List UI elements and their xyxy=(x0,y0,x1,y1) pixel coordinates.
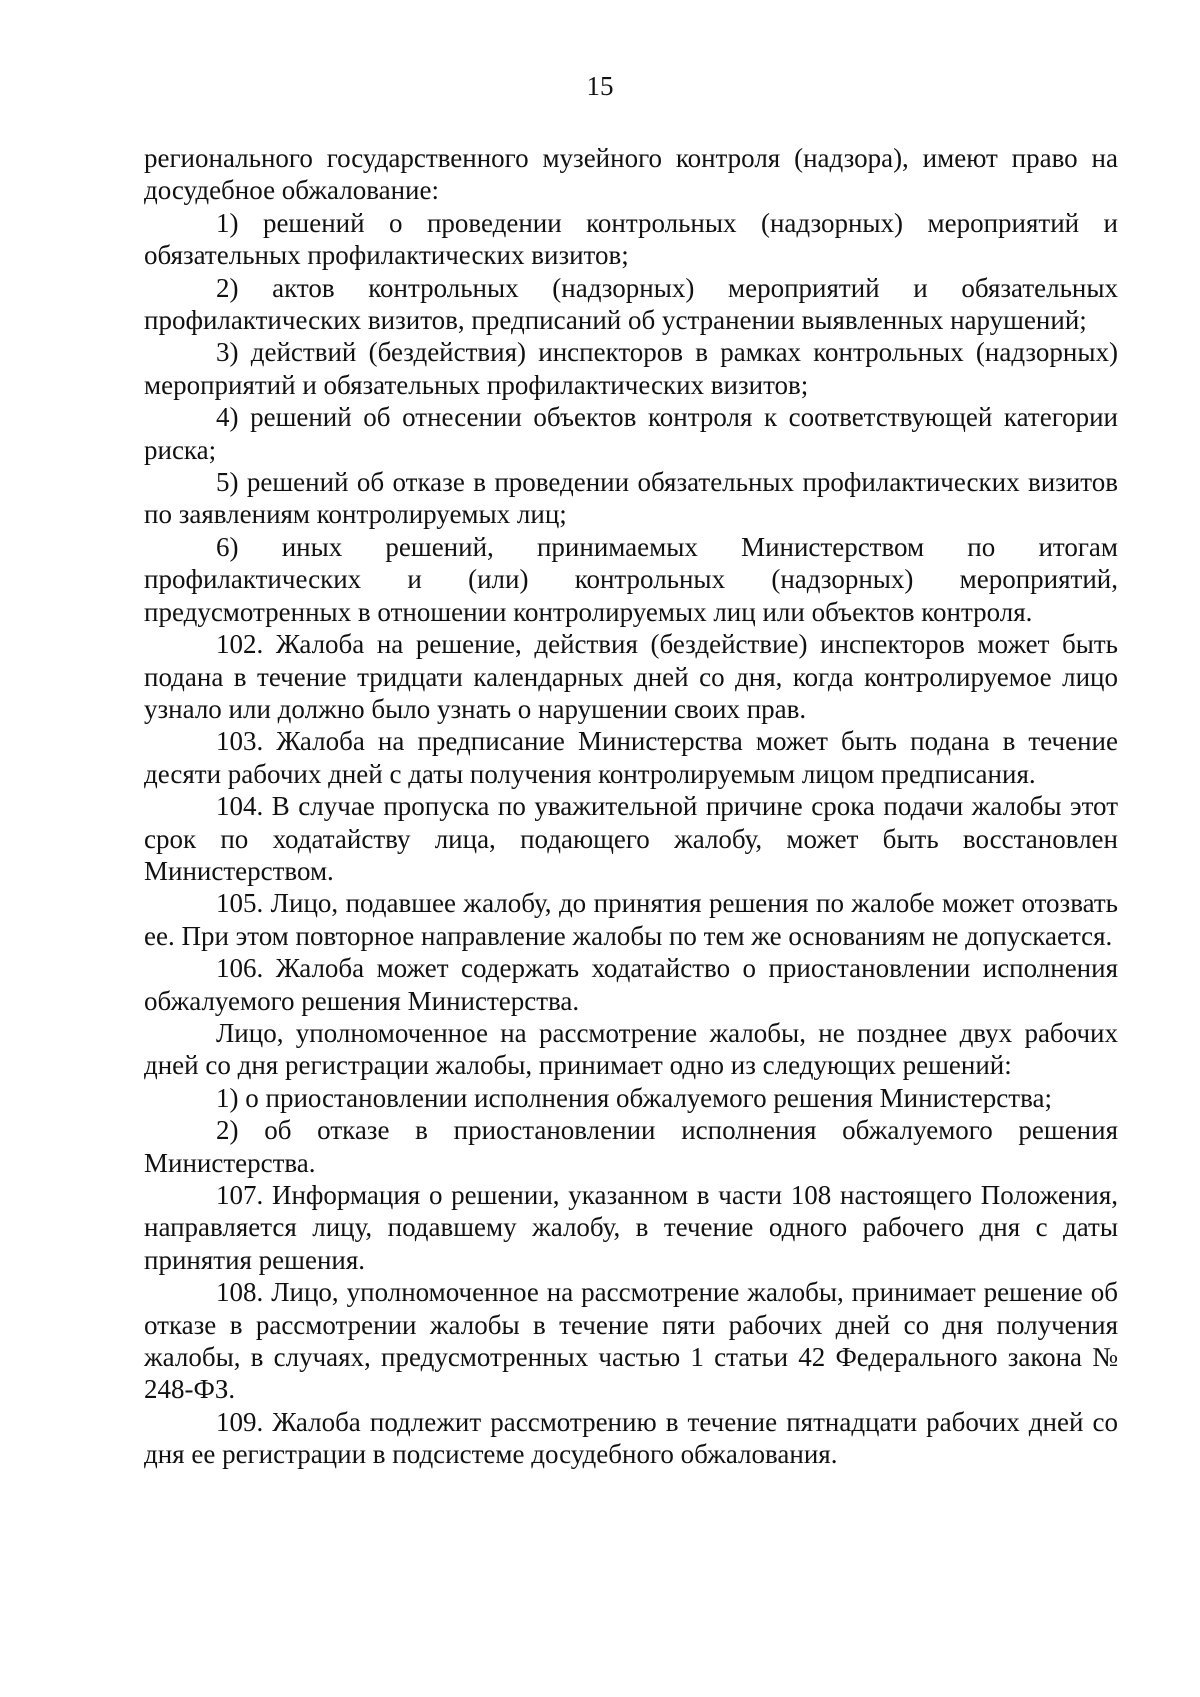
document-paragraph: 2) об отказе в приостановлении исполнения обжалуемого решения Министерства. xyxy=(144,1115,1118,1178)
document-paragraph: Лицо, уполномоченное на рассмотрение жалобы, не позднее двух рабочих дней со дня регистрации жалобы, принимает одно из следующих решений: xyxy=(144,1017,1118,1081)
document-paragraph: 109. Жалоба подлежит рассмотрению в течение пятнадцати рабочих дней со дня ее регистрации в подсистеме досудебного обжалования. xyxy=(144,1406,1118,1470)
document-paragraph: 107. Информация о решении, указанном в части 108 настоящего Положения, направляется лицу, подавшему жалобу, в течение одного рабочего дня с даты принятия решения. xyxy=(144,1180,1118,1275)
document-paragraph: регионального государственного музейного контроля (надзора), имеют право на досудебное обжалование: xyxy=(144,143,1118,206)
document-paragraph: 1) решений о проведении контрольных (надзорных) мероприятий и обязательных профилактических визитов; xyxy=(144,207,1118,271)
document-paragraph: 1) о приостановлении исполнения обжалуемого решения Министерства; xyxy=(216,1082,1052,1113)
document-paragraph: 108. Лицо, уполномоченное на рассмотрение жалобы, принимает решение об отказе в рассмотрении жалобы в течение пяти рабочих дней со дня получения жалобы, в случаях, предусмотренных частью 1 статьи 42 Федерального закона № 248-ФЗ. xyxy=(144,1277,1118,1405)
document-paragraph: 3) действий (бездействия) инспекторов в рамках контрольных (надзорных) мероприятий и обязательных профилактических визитов; xyxy=(144,337,1118,400)
document-paragraph: 106. Жалоба может содержать ходатайство о приостановлении исполнения обжалуемого решения Министерства. xyxy=(144,953,1118,1016)
document-paragraph: 6) иных решений, принимаемых Министерством по итогам профилактических и (или) контрольных (надзорных) мероприятий, предусмотренных в отношении контролируемых лиц или объектов контроля. xyxy=(144,531,1118,627)
document-paragraph: 102. Жалоба на решение, действия (бездействие) инспекторов может быть подана в течение тридцати календарных дней со дня, когда контролируемое лицо узнало или должно было узнать о нарушении своих прав. xyxy=(144,629,1118,724)
document-paragraph: 105. Лицо, подавшее жалобу, до принятия решения по жалобе может отозвать ее. При этом повторное направление жалобы по тем же основаниям не допускается. xyxy=(144,888,1118,951)
page-number: 15 xyxy=(586,71,614,101)
document-paragraph: 104. В случае пропуска по уважительной причине срока подачи жалобы этот срок по ходатайству лица, подающего жалобу, может быть восстановлен Министерством. xyxy=(144,791,1118,886)
document-paragraph: 2) актов контрольных (надзорных) мероприятий и обязательных профилактических визитов, предписаний об устранении выявленных нарушений; xyxy=(144,272,1118,336)
document-paragraph: 5) решений об отказе в проведении обязательных профилактических визитов по заявлениям контролируемых лиц; xyxy=(144,467,1118,530)
document-body xyxy=(144,142,1118,1471)
document-paragraph: 4) решений об отнесении объектов контроля к соответствующей категории риска; xyxy=(144,402,1118,465)
document-paragraph: 103. Жалоба на предписание Министерства может быть подана в течение десяти рабочих дней с даты получения контролируемым лицом предписания. xyxy=(144,726,1118,789)
